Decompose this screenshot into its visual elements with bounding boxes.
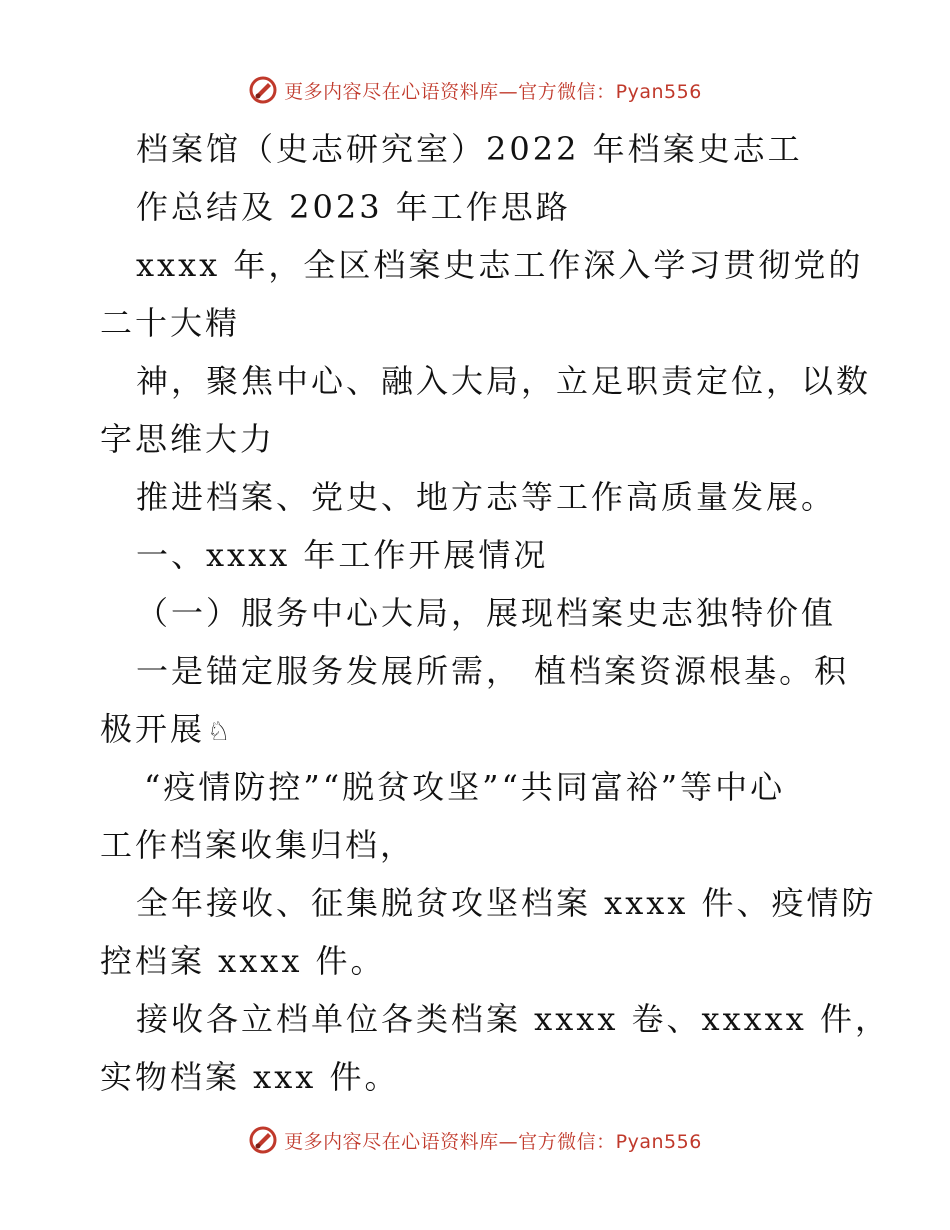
paragraph-text: 极开展 (100, 710, 206, 748)
subsection-heading: （一）服务中心大局，展现档案史志独特价值 (136, 594, 837, 632)
header-watermark (0, 70, 950, 110)
document-title-line-2: 作总结及 2023 年工作思路 (136, 188, 571, 226)
paragraph-line: 神，聚焦中心、融入大局，立足职责定位，以数 (136, 362, 872, 400)
paragraph-line: 接收各立档单位各类档案 xxxx 卷、xxxxx 件， (136, 1000, 890, 1038)
document-title-line-1: 档案馆（史志研究室）2022 年档案史志工 (136, 130, 803, 168)
document-body (100, 120, 890, 1106)
seal-logo-icon (248, 75, 278, 105)
paragraph-line: xxxx 年，全区档案史志工作深入学习贯彻党的 (136, 246, 864, 284)
watermark-text: 更多内容尽在心语资料库—官方微信：Pyan556 (284, 80, 702, 103)
paragraph-line: 控档案 xxxx 件。 (100, 942, 386, 980)
footer-watermark (0, 1120, 950, 1160)
watermark-text: 更多内容尽在心语资料库—官方微信：Pyan556 (284, 1130, 702, 1153)
seal-logo-icon (248, 1125, 278, 1155)
paragraph-line: 全年接收、征集脱贫攻坚档案 xxxx 件、疫情防 (136, 884, 877, 922)
paragraph-line-with-glyph (100, 700, 860, 758)
paragraph-line: 工作档案收集归档， (100, 826, 416, 864)
paragraph-line: 字思维大力 (100, 420, 276, 458)
paragraph-line: 二十大精 (100, 304, 241, 342)
section-heading: 一、xxxx 年工作开展情况 (136, 536, 549, 574)
paragraph-line: “疫情防控”“脱贫攻坚”“共同富裕”等中心 (144, 768, 786, 806)
stray-glyph: ♘ (207, 716, 234, 747)
paragraph-line: 一是锚定服务发展所需， 植档案资源根基。积 (136, 652, 850, 690)
paragraph-line: 实物档案 xxx 件。 (100, 1058, 400, 1096)
paragraph-line: 推进档案、党史、地方志等工作高质量发展。 (136, 478, 837, 516)
